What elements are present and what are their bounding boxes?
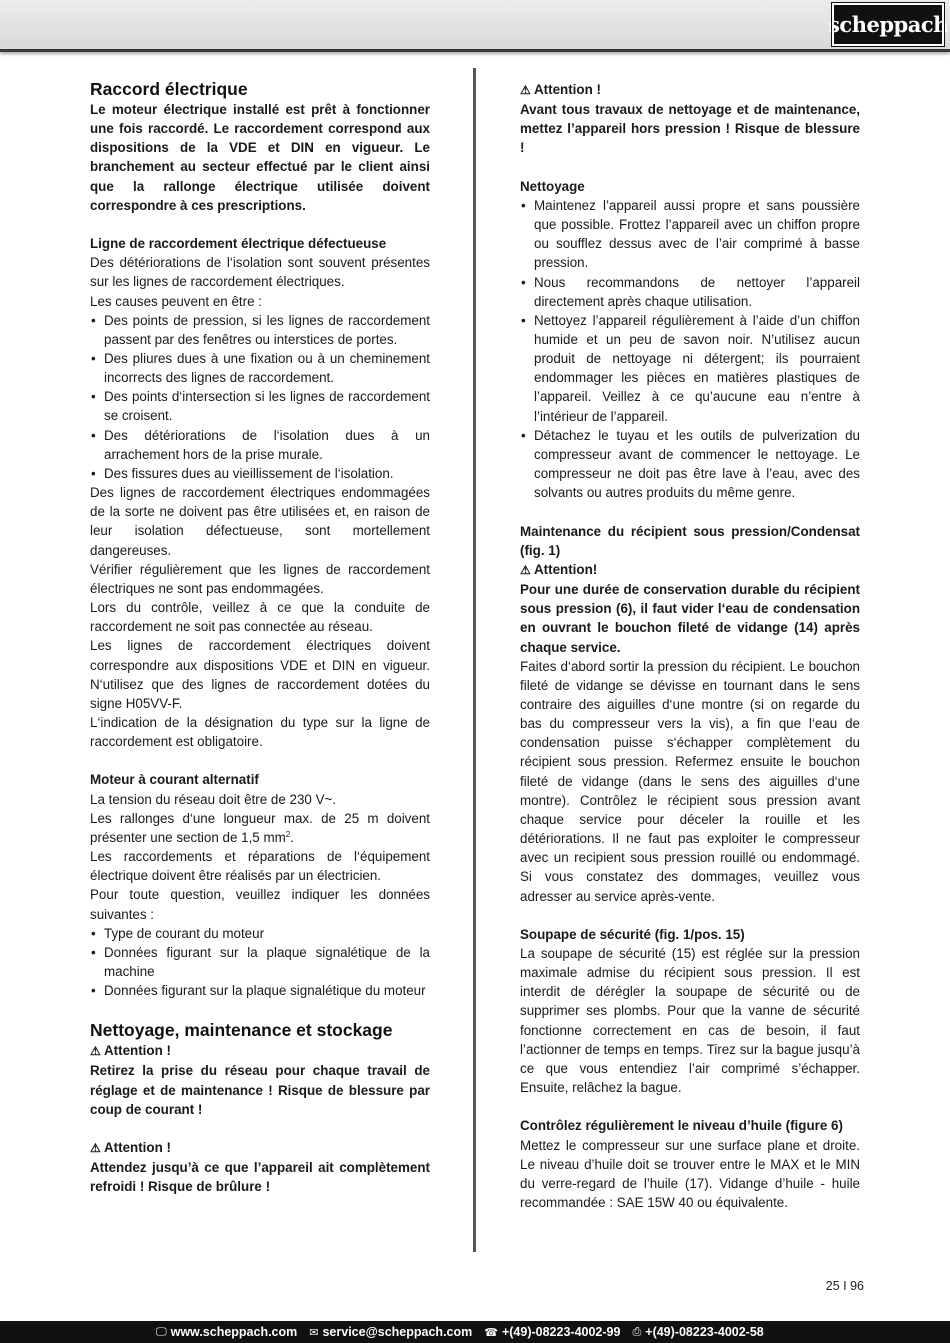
list-item: • Données figurant sur la plaque signalétique du moteur [90,981,430,1000]
list-item: • Détachez le tuyau et les outils de pulverization du compresseur avant de commencer le nettoyage. Le compresseur ne doit pas être lave à l’eau, avec des solvants ou autres produits du même genre. [520,426,860,503]
footer-phone: ☎ +(49)-08223-4002-99 [484,1325,621,1339]
paragraph: Les rallonges d‘une longueur max. de 25 m doivent présenter une section de 1,5 $mm^2$. [90,810,430,845]
heading-moteur: Moteur à courant alternatif [90,772,259,788]
heading-soupape: Soupape de sécurité (fig. 1/pos. 15) [520,926,745,942]
footer-email[interactable]: ✉ service@scheppach.com [309,1325,473,1339]
list-item: • Des pliures dues à une fixation ou à un cheminement incorrects des lignes de raccordement. [90,349,430,387]
attention-title: ⚠ Attention ! [520,82,601,97]
page-number: 25 I 96 [825,1279,864,1293]
list-item: • Données figurant sur la plaque signalétique de la machine [90,943,430,981]
heading-ligne-defectueuse: Ligne de raccordement électrique défectueuse [90,236,387,252]
raccord-intro: Le moteur électrique installé est prêt à fonctionner une fois raccordé. Le raccordement correspond aux dispositions de la VDE et DIN en vigueur. Le branchement au secteur effectué par le client ainsi que la rallonge électrique utilisée doivent correspondre à ces prescriptions. [90,102,430,213]
paragraph: Lors du contrôle, veillez à ce que la conduite de raccordement ne soit pas connectée au réseau. [90,600,430,635]
paragraph: Des détériorations de l‘isolation sont souvent présentes sur les lignes de raccordement électriques. [90,255,430,290]
attention-title: ⚠ Attention ! [90,1140,171,1156]
warning-icon: ⚠ [520,83,531,97]
list-item: • Maintenez l’appareil aussi propre et sans poussière que possible. Frottez l’appareil avec un chiffon propre ou soufflez dessus avec de l’air comprimé à basse pression. [520,196,860,273]
paragraph: Mettez le compresseur sur une surface plane et droite. Le niveau d’huile doit se trouver entre le MAX et le MIN du verre-regard de l’huile (17). Vidange d’huile - huile recommandée : SAE 15W 40 ou équivalente. [520,1137,860,1210]
paragraph: Pour toute question, veuillez indiquer les données suivantes : [90,887,430,922]
list-item: • Nettoyez l’appareil régulièrement à l’aide d’un chiffon humide et un peu de savon noir. N’utilisez aucun produit de nettoyage ni détergent; ils pourraient endommager les pièces en matières plastiques de l’appareil. Veillez à ce qu’aucune eau n’entre à l’intérieur de l’appareil. [520,311,860,426]
attention-text: Attendez jusqu’à ce que l’appareil ait complètement refroidi ! Risque de brûlure ! [90,1160,430,1195]
list-item: • Des points d‘intersection si les lignes de raccordement se croisent. [90,387,430,425]
list-item: • Nous recommandons de nettoyer l’appareil directement après chaque utilisation. [520,273,860,311]
monitor-icon: 🖵 [156,1325,167,1338]
column-divider [473,68,476,1252]
attention-title: ⚠ Attention! [520,561,598,577]
causes-list [90,311,430,483]
footer-web[interactable]: 🖵 www.scheppach.com [156,1325,298,1339]
phone-icon: ☎ [484,1326,498,1339]
list-item: • Des fissures dues au vieillissement de l‘isolation. [90,464,430,483]
fax-icon: ⎙ [632,1325,642,1338]
attention-text: Retirez la prise du réseau pour chaque travail de réglage et de maintenance ! Risque de blessure par coup de courant ! [90,1063,430,1117]
paragraph: Les lignes de raccordement électriques doivent correspondre aux dispositions VDE et DIN en vigueur. N‘utilisez que des lignes de raccordement dotées du signe H05VV-F. [90,638,430,711]
heading-nettoyage: Nettoyage [520,178,585,194]
paragraph: La tension du réseau doit être de 230 V~. [90,791,337,807]
attention-title: ⚠ Attention ! [90,1043,171,1059]
email-icon: ✉ [309,1326,319,1339]
paragraph: Vérifier régulièrement que les lignes de raccordement électriques ne sont pas endommagées. [90,561,430,596]
paragraph: Les raccordements et réparations de l‘équipement électrique doivent être réalisés par un électricien. [90,849,430,884]
paragraph: La soupape de sécurité (15) est réglée sur la pression maximale admise du récipient sous pression. Il est interdit de dérégler la soupape de sécurité ou de supprimer ses plombs. Pour que la vanne de sécurité fonctionne correctement en cas de besoin, il faut l’actionner de temps en temps. Tirez sur la bague jusqu’à ce que vous entendiez l’air comprimé s’échapper. Ensuite, relâchez la bague. [520,945,860,1096]
attention-text: Avant tous travaux de nettoyage et de maintenance, mettez l’appareil hors pression ! Risque de blessure ! [520,102,860,156]
warning-icon: ⚠ [90,1141,101,1156]
heading-nettoyage-maintenance: Nettoyage, maintenance et stockage [90,1020,393,1041]
paragraph: L‘indication de la désignation du type sur la ligne de raccordement est obligatoire. [90,714,430,750]
list-item: • Des détériorations de l‘isolation dues à un arrachement hors de la prise murale. [90,426,430,464]
paragraph: Des lignes de raccordement électriques endommagées de la sorte ne doivent pas être utilisées et, en raison de leur isolation défectueuse, sont mortellement dangereuses. [90,485,430,558]
footer-bar [0,1321,950,1343]
paragraph: Faites d‘abord sortir la pression du récipient. Le bouchon fileté de vidange se dévisse en tournant dans le sens contraire des aiguilles d‘une montre (si on regarde du bas du compresseur vers la vis), a fin que l‘eau de condensation puisse s‘échapper complètement du récipient sous pression. Refermez ensuite le bouchon fileté de vidange (dans le sens des aiguilles d‘une montre). Contrôlez le récipient sous pression avant chaque service pour déceler la rouille et les détériorations. Il ne faut pas exploiter le compresseur avec un recipient sous pression rouillé ou endommagé. Si vous constatez des dommages, veuillez vous adresser au service après-vente. [520,658,860,904]
top-bar [0,0,950,52]
warning-icon: ⚠ [520,562,531,577]
list-item: • Des points de pression, si les lignes de raccordement passent par des fenêtres ou interstices de portes. [90,311,430,349]
right-column [520,80,860,1212]
heading-niveau-huile: Contrôlez régulièrement le niveau d’huile (figure 6) [520,1118,843,1134]
heading-raccord-electrique: Raccord électrique [90,79,248,99]
left-column [90,78,430,1197]
attention-text: Pour une durée de conservation durable du récipient sous pression (6), il faut vider l‘eau de condensation en ouvrant le bouchon fileté de vidange (14) après chaque service. [520,582,860,655]
footer-fax: ⎙ +(49)-08223-4002-58 [632,1325,764,1339]
warning-icon: ⚠ [90,1044,101,1059]
scheppach-logo: scheppach [832,3,944,46]
paragraph: Les causes peuvent en être : [90,293,262,309]
donnees-list [90,924,430,1001]
heading-maintenance-recipient: Maintenance du récipient sous pression/Condensat (fig. 1) [520,523,860,558]
nettoyage-list [520,196,860,503]
list-item: • Type de courant du moteur [90,924,430,943]
